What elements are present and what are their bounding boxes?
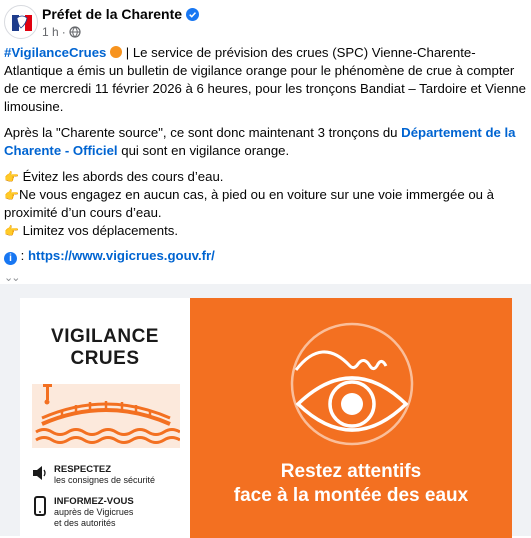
advice-inform-text-1: auprès de Vigicrues	[54, 507, 134, 517]
paragraph-2	[4, 124, 526, 160]
post-header	[4, 5, 524, 41]
page-name-link[interactable]: Préfet de la Charente	[42, 6, 183, 22]
speaker-icon	[32, 464, 48, 482]
paragraph-1-text: | Le service de prévision des crues (SPC) Vienne-Charente-Atlantique a émis un bulletin de vigilance orange pour le phénomène de crue à compter de ce mercredi 11 février 2026 à 6 heures, pour les tronçons Bandiat – Tardoire et Vienne limousine.	[4, 45, 526, 114]
meta-separator: ·	[61, 25, 66, 39]
bullet-2	[4, 186, 526, 222]
slogan-line-2: face à la montée des eaux	[233, 485, 469, 506]
post-body	[4, 44, 526, 319]
double-chevron-down-icon: ⌄⌄	[4, 272, 19, 284]
department-mention-link[interactable]: Département de la Charente - Officiel	[4, 125, 516, 158]
post-meta	[42, 25, 81, 39]
poster-title-box	[20, 298, 190, 378]
page-avatar[interactable]	[4, 5, 38, 39]
smartphone-icon	[32, 496, 48, 516]
paragraph-2-end: qui sont en vigilance orange.	[117, 143, 290, 158]
eye-wave-icon	[268, 322, 438, 462]
info-line	[4, 247, 526, 265]
bullet-3-text: Limitez vos déplacements.	[18, 223, 179, 238]
slogan-line-1: Restez attentifs	[280, 461, 422, 482]
paragraph-1	[4, 44, 526, 116]
globe-icon[interactable]	[69, 26, 81, 38]
bullet-3	[4, 222, 526, 240]
bridge-illustration	[32, 384, 180, 448]
poster-title-line-1: VIGILANCE	[51, 326, 159, 347]
vigilance-crues-poster[interactable]	[20, 298, 512, 538]
flooded-bridge-icon	[32, 384, 180, 448]
pointing-hand-icon: 👉	[4, 170, 19, 184]
marianne-logo-icon	[5, 6, 38, 39]
advice-respect-title: RESPECTEZ	[54, 464, 112, 475]
advice-inform-title: INFORMEZ-VOUS	[54, 496, 134, 507]
poster-left-panel	[20, 298, 190, 538]
post-image-container[interactable]	[0, 284, 531, 536]
pointing-hand-icon: 👉	[4, 224, 19, 238]
hashtag-link[interactable]: #VigilanceCrues	[4, 45, 107, 60]
info-icon: i	[4, 252, 17, 265]
verified-badge-icon	[186, 8, 199, 21]
bullet-2-text: Ne vous engagez en aucun cas, à pied ou en voiture sur une voie immergée ou à proximité d’un cours d’eau.	[4, 187, 495, 220]
poster-title-line-2: CRUES	[70, 348, 140, 369]
vigicrues-link[interactable]: https://www.vigicrues.gouv.fr/	[28, 248, 215, 263]
pointing-hand-icon: 👉	[4, 188, 19, 202]
paragraph-2-start: Après la "Charente source", ce sont donc maintenant 3 tronçons du	[4, 125, 402, 140]
bullet-1-text: Évitez les abords des cours d’eau.	[18, 169, 224, 184]
post-timestamp[interactable]: 1 h	[42, 25, 59, 39]
advice-inform-text-2: et des autorités	[54, 518, 116, 528]
advice-respect-text: les consignes de sécurité	[54, 475, 156, 485]
bullet-1	[4, 168, 526, 186]
info-prefix: :	[17, 248, 28, 263]
orange-circle-icon	[110, 46, 122, 58]
